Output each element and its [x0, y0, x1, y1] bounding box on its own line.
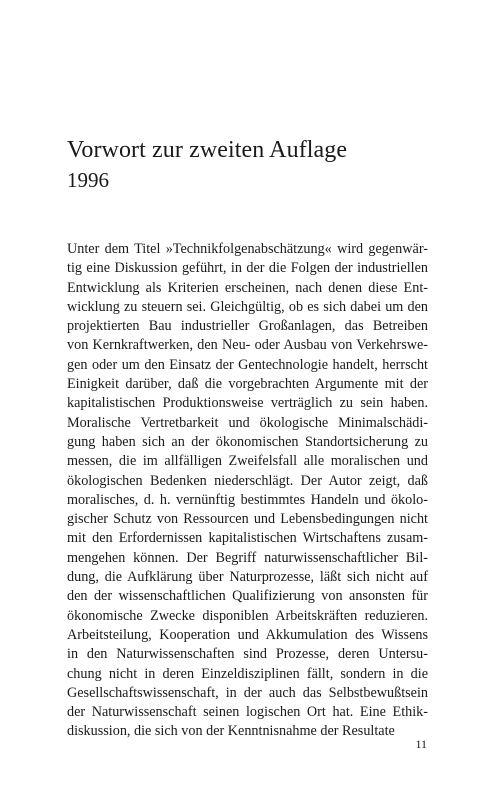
- page-number: 11: [415, 737, 427, 751]
- body-line: ökonomische Zwecke disponiblen Arbeitskräften reduzieren.: [67, 607, 428, 624]
- body-line: der Naturwissenschaft seinen logischen Ort hat. Eine Ethik-: [67, 704, 428, 721]
- body-line: tig eine Diskussion geführt, in der die Folgen der industriellen: [67, 260, 428, 277]
- body-line: Einigkeit darüber, daß die vorgebrachten Argumente mit der: [67, 376, 428, 393]
- body-line: kapitalistischen Produktionsweise verträglich zu sein haben.: [67, 395, 428, 412]
- body-line: Entwicklung als Kriterien erscheinen, nach denen diese Ent-: [67, 279, 428, 296]
- body-line: wicklung zu steuern sei. Gleichgültig, ob es sich dabei um den: [67, 298, 428, 315]
- chapter-heading: [67, 136, 437, 192]
- body-line: Unter dem Titel »Technikfolgenabschätzung« wird gegenwär-: [67, 241, 428, 257]
- body-line: messen, die im allfälligen Zweifelsfall alle moralischen und: [67, 453, 428, 470]
- chapter-title: Vorwort zur zweiten Auflage: [67, 137, 348, 163]
- body-paragraph: [67, 240, 428, 742]
- body-line: ökologischen Bedenken niederschlägt. Der Autor zeigt, daß: [67, 472, 428, 489]
- body-line: Moralische Vertretbarkeit und ökologische Minimalschädi-: [67, 414, 428, 431]
- body-line: gen oder um den Einsatz der Gentechnologie handelt, herrscht: [67, 356, 428, 373]
- body-line: in den Naturwissenschaften sind Prozesse, deren Untersu-: [67, 646, 428, 663]
- body-line: projektierten Bau industrieller Großanlagen, das Betreiben: [67, 318, 428, 335]
- body-line: dung, die Aufklärung über Naturprozesse, läßt sich nicht auf: [67, 569, 428, 586]
- body-line: gung haben sich an der ökonomischen Standortsicherung zu: [67, 433, 428, 450]
- body-line: mengehen können. Der Begriff naturwissenschaftlicher Bil-: [67, 549, 428, 566]
- body-line: gischer Schutz von Ressourcen und Lebensbedingungen nicht: [67, 511, 428, 528]
- body-line: mit den Erfordernissen kapitalistischen Wirtschaftens zusam-: [67, 530, 428, 547]
- body-line: Arbeitsteilung, Kooperation und Akkumulation des Wissens: [67, 626, 428, 643]
- body-line: Gesellschaftswissenschaft, in der auch das Selbstbewußtsein: [67, 684, 428, 701]
- chapter-year: 1996: [67, 168, 109, 192]
- body-line: chung nicht in deren Einzeldisziplinen fällt, sondern in die: [67, 665, 428, 682]
- body-line: diskussion, die sich von der Kenntnisnahme der Resultate: [67, 723, 395, 740]
- body-line: von Kernkraftwerken, den Neu- oder Ausbau von Verkehrswe-: [67, 337, 428, 354]
- body-line: den der wissenschaftlichen Qualifizierung von ansonsten für: [67, 588, 428, 605]
- body-line: moralisches, d. h. vernünftig bestimmtes Handeln und ökolo-: [67, 491, 428, 508]
